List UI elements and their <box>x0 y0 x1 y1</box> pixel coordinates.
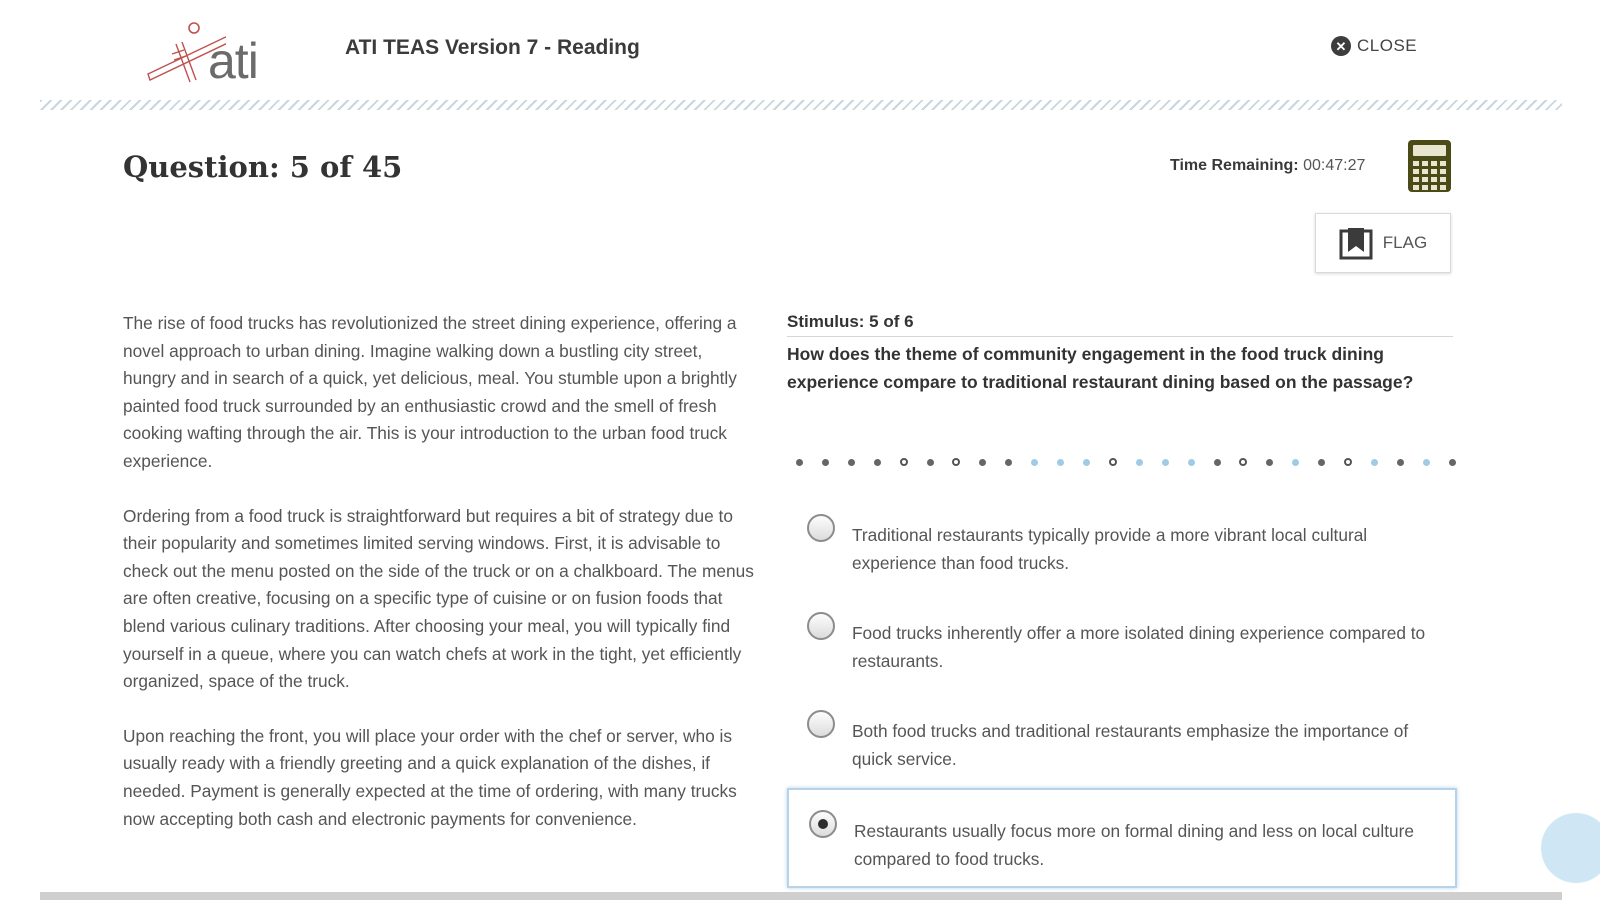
progress-dot[interactable] <box>1031 459 1038 466</box>
progress-dot[interactable] <box>1214 459 1221 466</box>
header-divider <box>40 100 1562 110</box>
progress-dot[interactable] <box>1371 459 1378 466</box>
close-icon: ✕ <box>1331 36 1351 56</box>
answer-text: Restaurants usually focus more on formal dining and less on local culture compared to food trucks. <box>854 821 1415 869</box>
progress-dot[interactable] <box>1188 459 1195 466</box>
answer-choice-a[interactable] <box>787 514 1457 577</box>
progress-dot[interactable] <box>822 459 829 466</box>
reading-passage <box>123 310 755 860</box>
progress-dot[interactable] <box>1057 459 1064 466</box>
progress-dot[interactable] <box>1109 458 1117 466</box>
calculator-icon[interactable] <box>1408 140 1451 192</box>
ati-logo <box>146 16 276 92</box>
progress-dot[interactable] <box>1292 459 1299 466</box>
progress-dot[interactable] <box>1449 459 1456 466</box>
flag-button[interactable] <box>1315 213 1451 273</box>
radio-button[interactable] <box>807 612 835 640</box>
progress-dot[interactable] <box>874 459 881 466</box>
progress-dot[interactable] <box>1266 459 1273 466</box>
close-button[interactable] <box>1331 36 1417 56</box>
answer-choice-c[interactable] <box>787 710 1457 773</box>
answer-text: Traditional restaurants typically provide a more vibrant local cultural experience than food trucks. <box>852 525 1368 573</box>
bottom-scrollbar[interactable] <box>40 892 1562 900</box>
answer-choice-b[interactable] <box>787 612 1457 675</box>
progress-dot[interactable] <box>927 459 934 466</box>
progress-dot[interactable] <box>1397 459 1404 466</box>
progress-dot[interactable] <box>1005 459 1012 466</box>
radio-button[interactable] <box>807 710 835 738</box>
passage-paragraph: Ordering from a food truck is straightforward but requires a bit of strategy due to their popularity and sometimes limited serving windows. First, it is advisable to check out the menu posted on the side of the truck or on a chalkboard. The menus are often creative, focusing on a specific type of cuisine or on fusion foods that blend various culinary traditions. After choosing your meal, you will typically find yourself in a queue, where you can watch chefs at work in the tight, yet efficiently organized, space of the truck. <box>123 505 754 692</box>
question-counter: Question: 5 of 45 <box>123 150 403 184</box>
progress-dot[interactable] <box>952 458 960 466</box>
time-value: 00:47:27 <box>1303 157 1366 174</box>
stimulus-counter: Stimulus: 5 of 6 <box>787 312 1453 337</box>
progress-dots <box>796 455 1456 469</box>
chat-help-icon[interactable] <box>1541 813 1600 883</box>
passage-paragraph: Upon reaching the front, you will place your order with the chef or server, who is usually ready with a friendly greeting and a quick explanation of the dishes, if needed. Payment is generally expected at the time of ordering, with many trucks now accepting both cash and electronic payments for convenience. <box>123 725 737 829</box>
close-label: CLOSE <box>1357 36 1418 55</box>
answer-text: Food trucks inherently offer a more isolated dining experience compared to restaurants. <box>852 623 1426 671</box>
progress-dot[interactable] <box>1239 458 1247 466</box>
progress-dot[interactable] <box>1344 458 1352 466</box>
bookmark-flag-icon <box>1339 226 1373 260</box>
progress-dot[interactable] <box>796 459 803 466</box>
progress-dot[interactable] <box>979 459 986 466</box>
progress-dot[interactable] <box>900 458 908 466</box>
logo-wordmark: ati <box>208 33 258 89</box>
question-prompt: How does the theme of community engagement in the food truck dining experience compare to traditional restaurant dining based on the passage? <box>787 344 1414 392</box>
progress-dot[interactable] <box>1136 459 1143 466</box>
radio-button[interactable] <box>807 514 835 542</box>
progress-dot[interactable] <box>1318 459 1325 466</box>
progress-dot[interactable] <box>1423 459 1430 466</box>
exam-title: ATI TEAS Version 7 - Reading <box>345 36 640 59</box>
flag-label: FLAG <box>1382 233 1428 252</box>
progress-dot[interactable] <box>848 459 855 466</box>
time-label: Time Remaining: <box>1170 157 1299 174</box>
answer-text: Both food trucks and traditional restaurants emphasize the importance of quick service. <box>852 721 1409 769</box>
passage-paragraph: The rise of food trucks has revolutionized the street dining experience, offering a novel approach to urban dining. Imagine walking down a bustling city street, hungry and in search of a quick, yet delicious, meal. You stumble upon a brightly painted food truck surrounded by an enthusiastic crowd and the smell of fresh cooking wafting through the air. This is your introduction to the urban food truck experience. <box>123 313 737 471</box>
calculator-screen <box>1413 145 1446 156</box>
progress-dot[interactable] <box>1162 459 1169 466</box>
progress-dot[interactable] <box>1083 459 1090 466</box>
time-remaining <box>1170 157 1365 175</box>
radio-button-selected[interactable] <box>809 810 837 838</box>
stimulus-panel <box>787 312 1453 396</box>
calculator-keys <box>1413 161 1446 190</box>
answer-choice-d[interactable] <box>787 788 1457 888</box>
